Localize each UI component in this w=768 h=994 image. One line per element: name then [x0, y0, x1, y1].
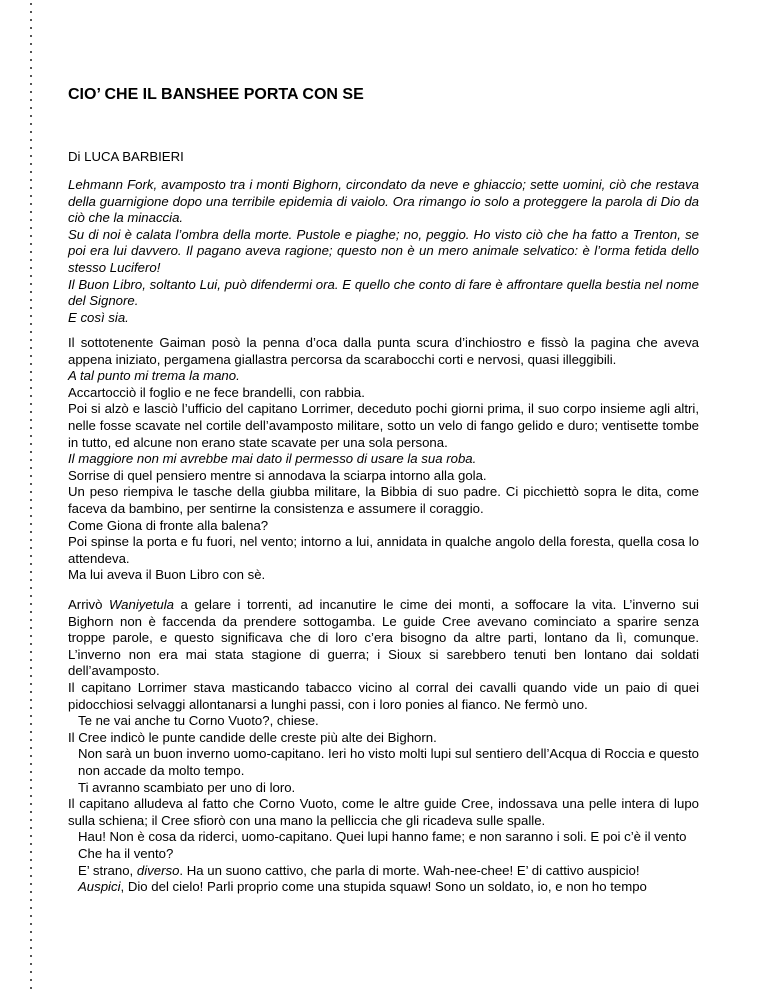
- narrative-paragraph: Il capitano Lorrimer stava masticando tabacco vicino al corral dei cavalli quando vide un paio di quei pidocchiosi selvaggi allontanarsi a lunghi passi, con i loro ponies al fianco. Ne fermò uno.: [68, 679, 699, 712]
- story-title: CIO’ CHE IL BANSHEE PORTA CON SE: [68, 86, 364, 103]
- dialogue-line: Auspici, Dio del cielo! Parli proprio come una stupida squaw! Sono un soldato, io, e non ho tempo: [78, 879, 647, 895]
- narrative-paragraph: Un peso riempiva le tasche della giubba militare, la Bibbia di suo padre. Ci picchiettò sopra le dita, come faceva da bambino, per sentirne la consistenza e assumere il coraggio.: [68, 484, 699, 516]
- author-line: Di LUCA BARBIERI: [68, 149, 184, 164]
- narrative-paragraph: Il sottotenente Gaiman posò la penna d’oca dalla punta scura d’inchiostro e fissò la pagina che aveva appena iniziato, pergamena giallastra percorsa da scarabocchi corti e nervosi, quasi illeggibili.: [68, 335, 699, 367]
- diary-paragraph: E così sia.: [68, 309, 129, 325]
- dialogue-line: Che ha il vento?: [78, 845, 174, 861]
- dialogue-line: Hau! Non è cosa da riderci, uomo-capitano. Quei lupi hanno fame; e non saranno i soli. E poi c’è il vento: [78, 829, 687, 845]
- dialogue-line: E’ strano, diverso. Ha un suono cattivo, che parla di morte. Wah-nee-chee! E’ di cattivo auspicio!: [78, 862, 640, 878]
- narrative-paragraph: Il capitano alludeva al fatto che Corno Vuoto, come le altre guide Cree, indossava una pelle intera di lupo sulla schiena; il Cree sfiorò con una mano la pelliccia che gli ricadeva sulle spalle.: [68, 796, 699, 828]
- italic-word: Auspici: [78, 879, 121, 895]
- narrative-section-2: [68, 597, 699, 896]
- narrative-thought: Il maggiore non mi avrebbe mai dato il permesso di usare la sua roba.: [68, 451, 477, 467]
- narrative-paragraph: Ma lui aveva il Buon Libro con sè.: [68, 567, 266, 583]
- italic-word: Waniyetula: [108, 597, 174, 612]
- narrative-paragraph: Poi spinse la porta e fu fuori, nel vento; intorno a lui, annidata in qualche angolo della foresta, quella cosa lo attendeva.: [68, 534, 699, 566]
- diary-paragraph: Lehmann Fork, avamposto tra i monti Bighorn, circondato da neve e ghiaccio; sette uomini, ciò che restava della guarnigione dopo una terribile epidemia di vaiolo. Ora rimango io solo a proteggere la parola di Dio da ciò che la minaccia.: [68, 177, 699, 226]
- diary-paragraph: Il Buon Libro, soltanto Lui, può difendermi ora. E quello che conto di fare è affrontare quella bestia nel nome del Signore.: [68, 276, 699, 309]
- narrative-paragraph: Il Cree indicò le punte candide delle creste più alte dei Bighorn.: [68, 729, 437, 745]
- narrative-paragraph: Poi si alzò e lasciò l’ufficio del capitano Lorrimer, deceduto pochi giorni prima, il suo corpo insieme agli altri, nelle fosse scavate nel cortile dell’avamposto militare, sotto un velo di fango gelido e duro; ventisette tombe in tutto, ed alcune non erano state scavate per una sola persona.: [68, 401, 699, 450]
- narrative-thought: A tal punto mi trema la mano.: [68, 368, 240, 384]
- narrative-paragraph: Arrivò Waniyetula a gelare i torrenti, ad incanutire le cime dei monti, a soffocare la vita. L’inverno sui Bighorn non è faccenda da prendere sottogamba. Le guide Cree avevano cominciato a sparire senza troppe parole, e questo significava che di loro c’era bisogno da altre parti, lontano da lì, comunque. L’inverno non era mai stata stagione di guerra; i Sioux si sarebbero tenuti ben lontano dai soldati dell’avamposto.: [68, 597, 699, 679]
- dialogue-line: Non sarà un buon inverno uomo-capitano. Ieri ho visto molti lupi sul sentiero dell’Acqua di Roccia e questo non accade da molto tempo.: [78, 746, 699, 778]
- diary-entry: [68, 177, 699, 326]
- italic-word: diverso: [136, 862, 180, 878]
- narrative-paragraph: Sorrise di quel pensiero mentre si annodava la sciarpa intorno alla gola.: [68, 467, 487, 483]
- page-margin-dots: [29, 0, 33, 994]
- narrative-paragraph: Come Giona di fronte alla balena?: [68, 517, 269, 533]
- diary-paragraph: Su di noi è calata l’ombra della morte. Pustole e piaghe; no, peggio. Ho visto ciò che ha fatto a Trenton, se poi era lui davvero. Il pagano aveva ragione; questo non è un mero animale selvatico: è l’orma fetida dello stesso Lucifero!: [68, 226, 699, 275]
- narrative-section-1: [68, 335, 699, 584]
- dialogue-line: Ti avranno scambiato per uno di loro.: [78, 779, 296, 795]
- dialogue-line: Te ne vai anche tu Corno Vuoto?, chiese.: [78, 713, 319, 729]
- narrative-paragraph: Accartocciò il foglio e ne fece brandelli, con rabbia.: [68, 384, 365, 400]
